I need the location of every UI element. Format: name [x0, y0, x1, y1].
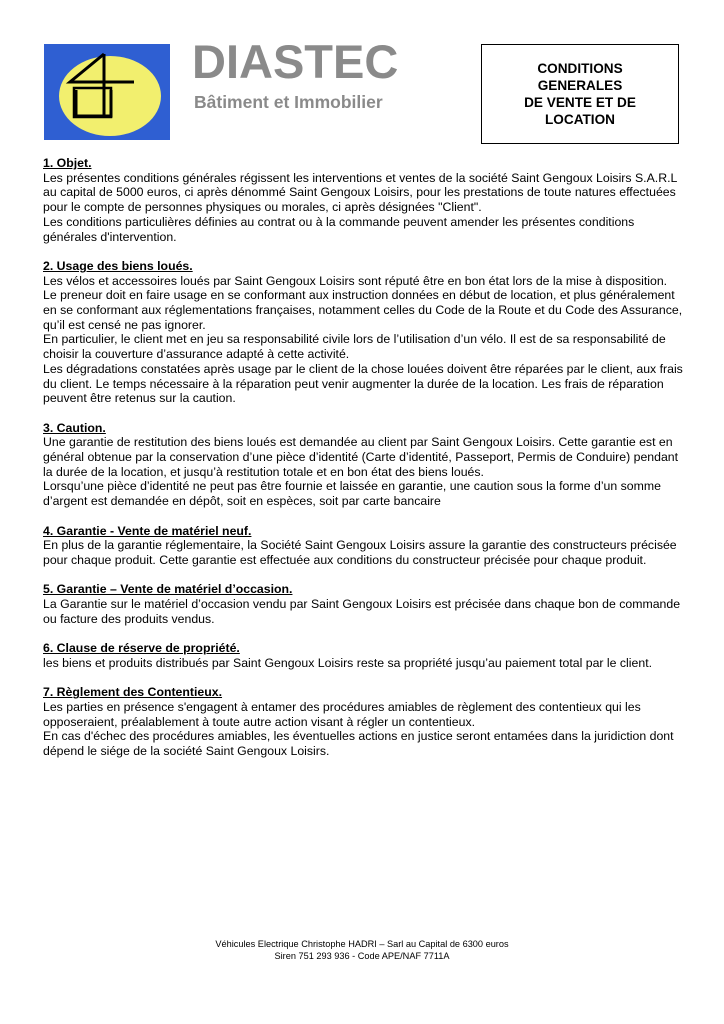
document-body: [43, 156, 683, 773]
brand-name: DIASTEC: [192, 35, 399, 88]
document-title-box: [481, 44, 679, 144]
section-paragraph: Les dégradations constatées après usage par le client de la chose louées doivent être réparées par le client, aux frais du client. Le temps nécessaire à la réparation peut venir augmenter la durée de la location. Les frais de réparation peuvent être retenus sur la caution.: [43, 361, 683, 406]
document-title-line: DE VENTE ET DE: [524, 95, 636, 110]
section-paragraph: La Garantie sur le matériel d’occasion vendu par Saint Gengoux Loisirs est précisée dans chaque bon de commande ou facture des produits vendus.: [43, 597, 681, 626]
section-reserve-propriete: [43, 641, 683, 670]
section-heading: 3. Caution.: [43, 420, 106, 435]
page-footer: [0, 938, 724, 962]
section-heading: 2. Usage des biens loués.: [43, 258, 193, 273]
section-paragraph: Lorsqu’une pièce d’identité ne peut pas être fournie et laissée en garantie, une caution sous la forme d’un somme d’argent est demandée en dépôt, soit en espèces, soit par carte bancaire: [43, 479, 661, 509]
section-objet: [43, 156, 683, 244]
section-garantie-occasion: [43, 582, 683, 626]
section-heading: 7. Règlement des Contentieux.: [43, 685, 223, 700]
section-paragraph: Les conditions particulières définies au contrat ou à la commande peuvent amender les présentes conditions générales d'intervention.: [43, 214, 635, 244]
section-heading: 6. Clause de réserve de propriété.: [43, 641, 240, 656]
section-paragraph: Les parties en présence s'engagent à entamer des procédures amiables de règlement des contentieux qui les opposeraient, préalablement à toute autre action visant à régler un contentieux.: [43, 699, 641, 729]
footer-registration-line: Siren 751 293 936 - Code APE/NAF 7711A: [274, 951, 450, 961]
document-title-line: CONDITIONS: [537, 61, 623, 76]
section-paragraph: Les vélos et accessoires loués par Saint Gengoux Loisirs sont réputé être en bon état lors de la mise à disposition. Le preneur doit en faire usage en se conformant aux instruction données en début de location, et plus généralement en se conformant aux réglementations françaises, notamment celles du Code de la Route et du Code des Assurance, qu’il est censé ne pas ignorer.: [43, 273, 683, 332]
section-heading: 4. Garantie - Vente de matériel neuf.: [43, 523, 252, 538]
section-caution: [43, 421, 683, 509]
document-title-line: LOCATION: [545, 112, 615, 127]
footer-company-line: Véhicules Electrique Christophe HADRI – Sarl au Capital de 6300 euros: [215, 939, 509, 949]
house-logo-icon: [44, 44, 170, 140]
document-title-line: GENERALES: [537, 78, 623, 93]
section-heading: 1. Objet.: [43, 156, 92, 170]
section-paragraph: Les présentes conditions générales régissent les interventions et ventes de la société Saint Gengoux Loisirs S.A.R.L au capital de 5000 euros, ci après dénommé Saint Gengoux Loisirs, pour les prestations de toute natures effectuées pour le compte de personnes physiques ou morales, ci après désignées "Client".: [43, 170, 677, 215]
section-garantie-neuf: [43, 524, 683, 568]
section-paragraph: les biens et produits distribués par Saint Gengoux Loisirs reste sa propriété jusqu’au paiement total par le client.: [43, 655, 653, 670]
section-paragraph: En plus de la garantie réglementaire, la Société Saint Gengoux Loisirs assure la garantie des constructeurs précisée pour chaque produit. Cette garantie est effectuée aux conditions du constructeur précisée pour chaque produit.: [43, 538, 677, 567]
section-contentieux: [43, 685, 683, 759]
brand-tagline: Bâtiment et Immobilier: [194, 92, 383, 112]
company-logo: [44, 44, 170, 140]
section-usage: [43, 259, 683, 406]
section-paragraph: En cas d'échec des procédures amiables, les éventuelles actions en justice seront entamées dans la juridiction dont dépend le siége de la société Saint Gengoux Loisirs.: [43, 729, 674, 759]
section-paragraph: En particulier, le client met en jeu sa responsabilité civile lors de l’utilisation d’un vélo. Il est de sa responsabilité de choisir la couverture d’assurance adapté à cette activité.: [43, 332, 666, 362]
section-paragraph: Une garantie de restitution des biens loués est demandée au client par Saint Gengoux Loisirs. Cette garantie est en général obtenue par la conservation d’une pièce d’identité (Carte d’identité, Passeport, Permis de Conduire) pendant la durée de la location, et jusqu’à restitution totale et en bon état des biens loués.: [43, 435, 679, 479]
section-heading: 5. Garantie – Vente de matériel d’occasion.: [43, 582, 293, 597]
